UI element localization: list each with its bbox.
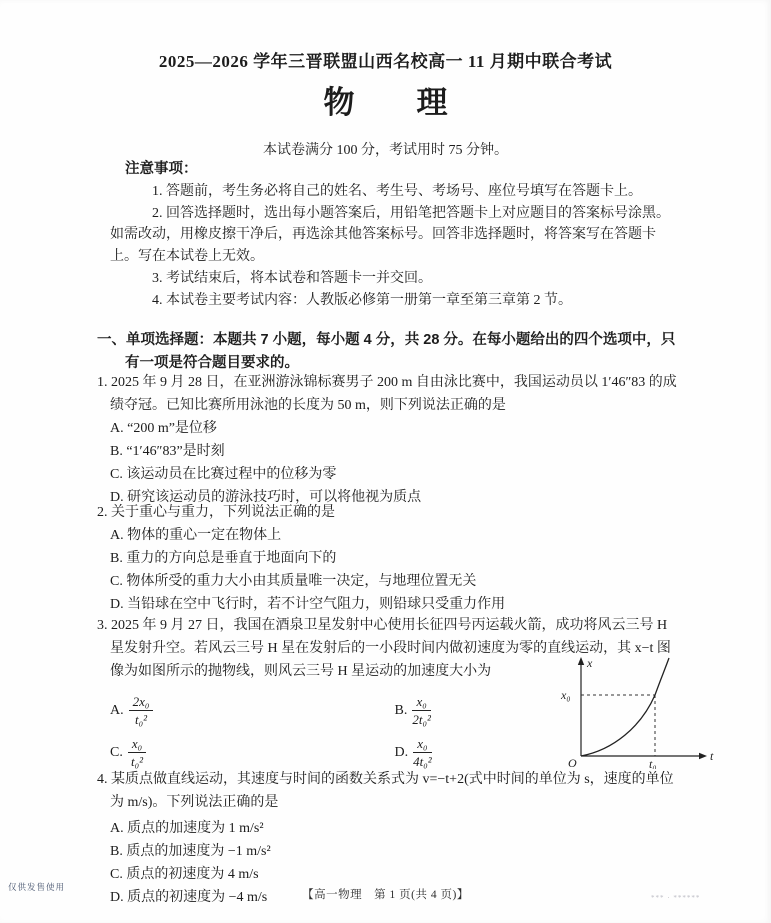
option-a: A. 质点的加速度为 1 m/s²	[110, 821, 264, 836]
y-axis-label: x	[587, 656, 593, 670]
option-a: A. 物体的重心一定在物体上	[110, 528, 282, 543]
option-a: A. “200 m”是位移	[110, 421, 217, 436]
t-axis-arrow	[699, 753, 707, 759]
notice-item-2: 2. 回答选择题时，选出每小题答案后，用铅笔把答题卡上对应题目的答案标号涂黑。如需改动，用橡皮擦干净后，再选涂其他答案标号。回答非选择题时，将答案写在答题卡上。写在本试卷上无效。	[110, 205, 670, 265]
question-3-stem: 3. 2025 年 9 月 27 日，我国在酒泉卫星发射中心使用长征四号丙运载火箭，成功将风云三号 H 星发射升空。若风云三号 H 星在发射后的一小段时间内做初速度为零的直线运动，其 x−t 图像为如图所示的抛物线，则风云三号 H 星运动的加速度大小为	[97, 618, 671, 679]
fraction-numerator: 2x₀	[129, 694, 154, 711]
exam-info-line: 本试卷满分 100 分，考试用时 75 分钟。	[263, 143, 508, 158]
fraction	[413, 736, 432, 769]
xt-graph-svg	[553, 651, 719, 769]
question-1-stem: 1. 2025 年 9 月 28 日，在亚洲游泳锦标赛男子 200 m 自由泳比赛中，我国运动员以 1′46″83 的成绩夺冠。已知比赛所用泳池的长度为 50 m，则下列说法正确的是	[97, 375, 677, 413]
notice-section	[110, 159, 676, 312]
fraction-denominator: t₀²	[135, 711, 148, 727]
question-3-xt-graph	[553, 651, 719, 769]
fraction-numerator: x₀	[413, 736, 432, 753]
t-axis-label: t	[710, 749, 714, 763]
notice-heading: 注意事项：	[125, 161, 198, 177]
page-footer: 【高一物理 第 1 页(共 4 页)】	[302, 889, 469, 901]
x0-mark-label: x₀	[561, 688, 571, 702]
fraction-denominator: 2t₀²	[412, 711, 431, 727]
fraction	[412, 694, 431, 727]
watermark-left: 仅供发售使用	[8, 882, 66, 892]
fraction-denominator: t₀²	[130, 753, 143, 769]
question-1-options	[110, 417, 679, 509]
question-1	[97, 371, 679, 509]
notice-item-3: 3. 考试结束后，将本试卷和答题卡一并交回。	[152, 270, 432, 286]
option-label: D.	[394, 744, 409, 760]
fraction-denominator: 4t₀²	[413, 753, 432, 769]
option-label: A.	[110, 702, 124, 718]
option-b: B. 重力的方向总是垂直于地面向下的	[110, 551, 337, 566]
option-c: C. 质点的初速度为 4 m/s	[110, 867, 259, 882]
t0-mark-label: t₀	[649, 757, 657, 769]
option-c: C. 该运动员在比赛过程中的位移为零	[110, 467, 337, 482]
option-label: B.	[394, 702, 408, 718]
notice-item-4: 4. 本试卷主要考试内容：人教版必修第一册第一章至第三章第 2 节。	[152, 292, 572, 308]
question-2-stem: 2. 关于重心与重力，下列说法正确的是	[97, 505, 335, 520]
option-d: D. 当铅球在空中飞行时，若不计空气阻力，则铅球只受重力作用	[110, 597, 506, 612]
subject-title	[0, 77, 771, 122]
subject-char-1: 物	[323, 85, 355, 120]
option-c: C. 物体所受的重力大小由其质量唯一决定，与地理位置无关	[110, 574, 477, 589]
notice-item-1: 1. 答题前，考生务必将自己的姓名、考生号、考场号、座位号填写在答题卡上。	[152, 183, 642, 199]
fraction	[129, 694, 154, 727]
option-label: C.	[110, 744, 123, 760]
fraction-numerator: x₀	[412, 694, 431, 711]
watermark-right: *** · ******	[651, 894, 701, 902]
option-b: B. 质点的加速度为 −1 m/s²	[110, 844, 271, 859]
fraction	[128, 736, 146, 769]
parabola-curve	[581, 658, 669, 756]
option-c	[110, 736, 395, 769]
y-axis-arrow	[578, 657, 584, 665]
fraction-numerator: x₀	[128, 736, 146, 753]
option-d: D. 研究该运动员的游泳技巧时，可以将他视为质点	[110, 490, 422, 505]
section-1-heading: 一、单项选择题：本题共 7 小题，每小题 4 分，共 28 分。在每小题给出的四个选项中，只有一项是符合题目要求的。	[97, 332, 676, 371]
option-b: B. “1′46″83”是时刻	[110, 444, 225, 459]
question-2-options	[110, 524, 679, 616]
question-2	[97, 501, 679, 616]
exam-title: 2025—2026 学年三晋联盟山西名校高一 11 月期中联合考试	[158, 52, 613, 71]
question-4-stem: 4. 某质点做直线运动，其速度与时间的函数关系式为 v=−t+2(式中时间的单位为 s，速度的单位为 m/s)。下列说法正确的是	[97, 772, 674, 810]
origin-label: O	[568, 756, 577, 769]
option-a	[110, 694, 395, 727]
option-d: D. 质点的初速度为 −4 m/s	[110, 890, 268, 905]
subject-char-2: 理	[416, 85, 448, 120]
